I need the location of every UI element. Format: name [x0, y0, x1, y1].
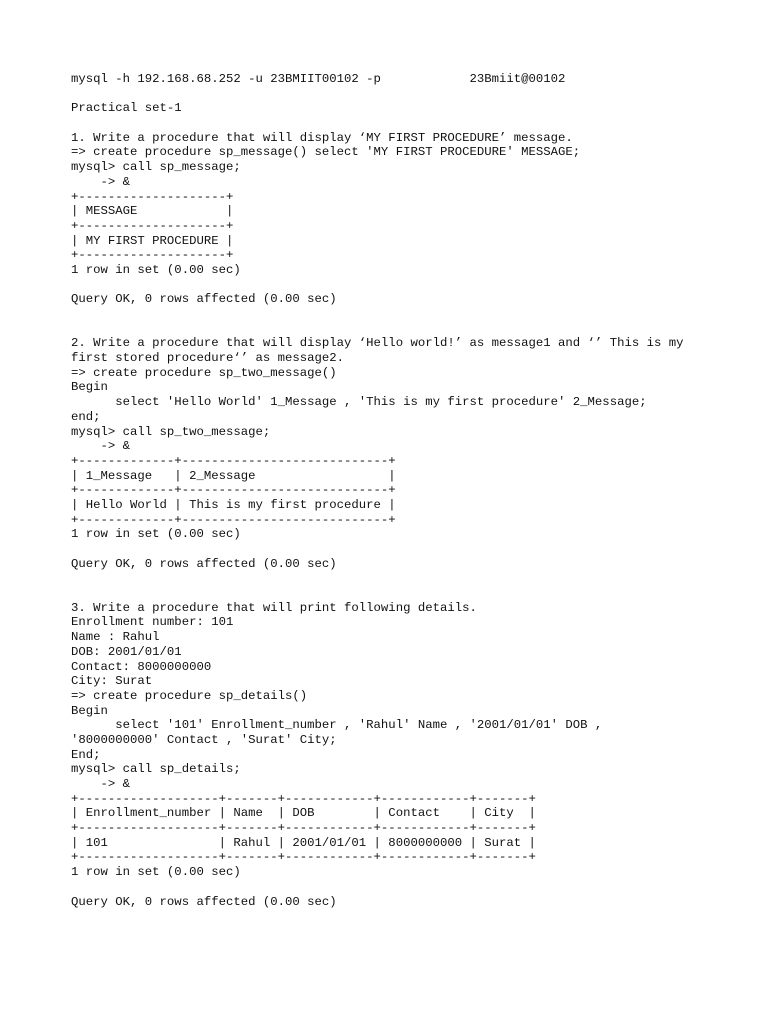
- text-line: [71, 87, 751, 102]
- text-line: | MY FIRST PROCEDURE |: [71, 233, 234, 248]
- text-line: | Enrollment_number | Name | DOB | Contact | City |: [71, 806, 536, 821]
- text-line: DOB: 2001/01/01: [71, 644, 182, 659]
- text-line: mysql -h 192.168.68.252 -u 23BMIIT00102 -p 23Bmiit@00102: [71, 72, 566, 86]
- text-line: -> &: [71, 439, 131, 454]
- text-line: Practical set-1: [71, 101, 182, 116]
- text-line: Begin: [71, 380, 108, 395]
- text-line: +-------------+----------------------------+: [71, 453, 396, 468]
- text-line: | 101 | Rahul | 2001/01/01 | 8000000000 | Surat |: [71, 835, 536, 850]
- text-line: 1 row in set (0.00 sec): [71, 262, 241, 277]
- text-line: 1. Write a procedure that will display ‘MY FIRST PROCEDURE’ message.: [71, 130, 573, 145]
- text-line: End;: [71, 747, 101, 762]
- text-line: [71, 307, 751, 322]
- text-line: => create procedure sp_two_message(): [71, 365, 337, 380]
- text-line: mysql> call sp_details;: [71, 762, 241, 777]
- text-line: mysql> call sp_message;: [71, 160, 241, 175]
- text-line: +--------------------+: [71, 218, 234, 233]
- text-line: [71, 322, 751, 337]
- text-line: select '101' Enrollment_number , 'Rahul' Name , '2001/01/01' DOB ,: [71, 718, 603, 733]
- text-line: end;: [71, 409, 101, 424]
- text-line: +-------------------+-------+------------+------------+-------+: [71, 821, 536, 836]
- text-line: => create procedure sp_message() select 'MY FIRST PROCEDURE' MESSAGE;: [71, 145, 581, 160]
- text-line: | Hello World | This is my first procedure |: [71, 497, 396, 512]
- text-line: mysql> call sp_two_message;: [71, 424, 271, 439]
- text-line: +--------------------+: [71, 189, 234, 204]
- text-line: | 1_Message | 2_Message |: [71, 468, 396, 483]
- text-line: [71, 586, 751, 601]
- text-line: [71, 542, 751, 557]
- text-line: Enrollment number: 101: [71, 615, 234, 630]
- text-line: [71, 116, 751, 131]
- document-page: [71, 72, 751, 909]
- text-line: Contact: 8000000000: [71, 659, 212, 674]
- text-line: Query OK, 0 rows affected (0.00 sec): [71, 894, 337, 909]
- text-line: 1 row in set (0.00 sec): [71, 527, 241, 542]
- text-line: +-------------+----------------------------+: [71, 512, 396, 527]
- text-line: -> &: [71, 174, 131, 189]
- text-line: first stored procedure‘’ as message2.: [71, 351, 345, 366]
- text-line: Begin: [71, 703, 108, 718]
- text-line: +-------------------+-------+------------+------------+-------+: [71, 791, 536, 806]
- text-line: Query OK, 0 rows affected (0.00 sec): [71, 556, 337, 571]
- text-line: Name : Rahul: [71, 630, 160, 645]
- text-line: +-------------------+-------+------------+------------+-------+: [71, 850, 536, 865]
- text-line: -> &: [71, 777, 131, 791]
- text-line: Query OK, 0 rows affected (0.00 sec): [71, 292, 337, 307]
- text-line: +--------------------+: [71, 248, 234, 263]
- text-line: => create procedure sp_details(): [71, 688, 308, 703]
- text-line: [71, 278, 751, 293]
- text-line: City: Surat: [71, 674, 153, 689]
- text-line: 2. Write a procedure that will display ‘Hello world!’ as message1 and ‘’ This is my: [71, 336, 684, 351]
- text-line: '8000000000' Contact , 'Surat' City;: [71, 732, 337, 747]
- text-line: [71, 571, 751, 586]
- text-line: 3. Write a procedure that will print following details.: [71, 600, 477, 615]
- text-line: select 'Hello World' 1_Message , 'This is my first procedure' 2_Message;: [71, 395, 647, 410]
- text-line: | MESSAGE |: [71, 204, 234, 219]
- text-line: [71, 880, 751, 895]
- text-line: +-------------+----------------------------+: [71, 483, 396, 498]
- text-line: 1 row in set (0.00 sec): [71, 865, 241, 880]
